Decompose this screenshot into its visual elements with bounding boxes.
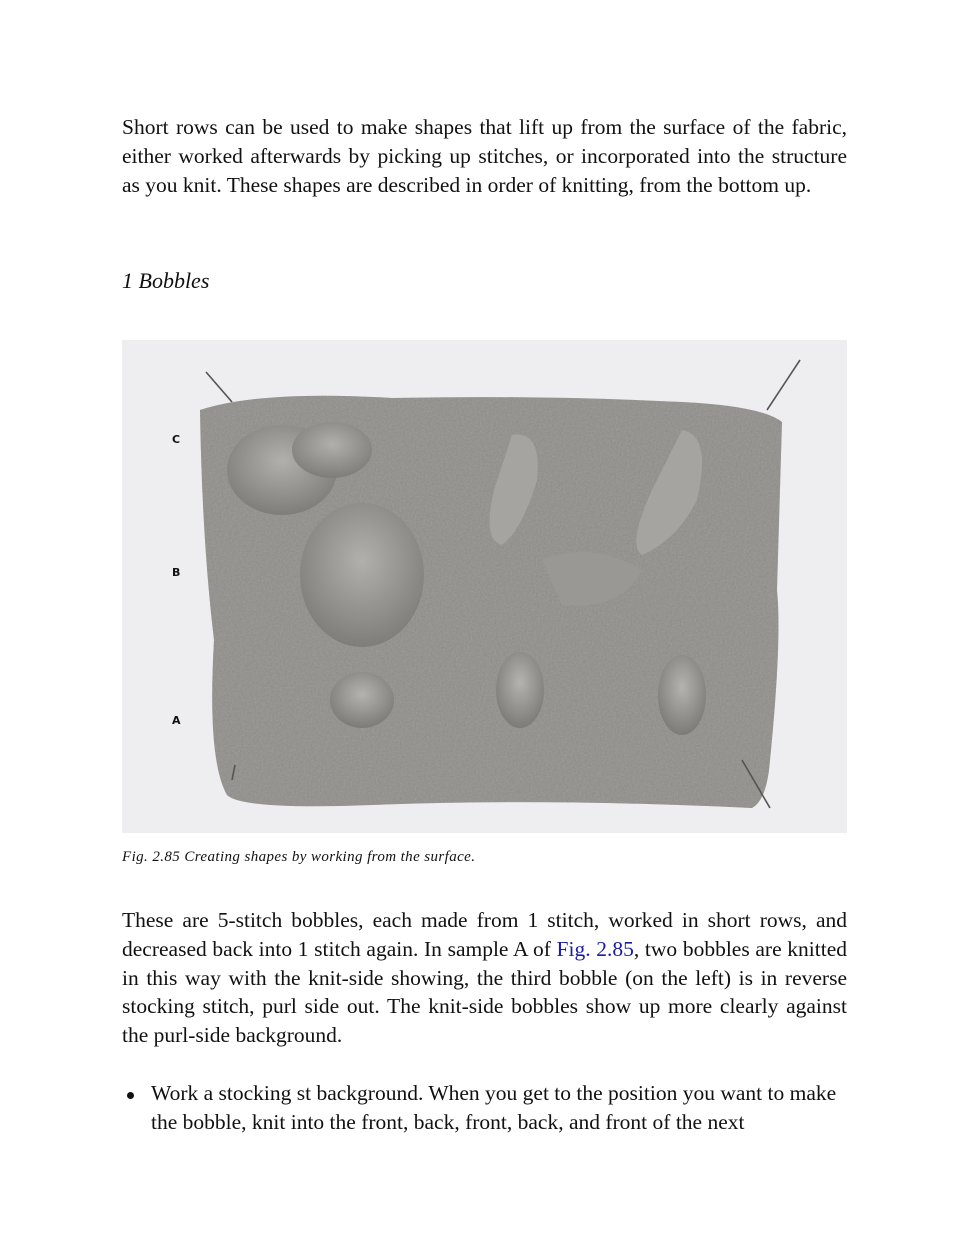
instruction-list (122, 1079, 847, 1137)
shape-c2 (292, 422, 372, 478)
row-label-b: B (172, 566, 181, 579)
bobble-a1 (330, 672, 394, 728)
shape-b1 (300, 503, 424, 647)
bobble-a2 (496, 652, 544, 728)
pin-top-left (206, 372, 232, 402)
section-heading: 1 Bobbles (122, 268, 210, 293)
row-label-c: C (172, 433, 181, 446)
bullet-icon (127, 1092, 134, 1099)
intro-paragraph: Short rows can be used to make shapes that lift up from the surface of the fabric, either worked afterwards by picking up stitches, or incorporated into the structure as you knit. These shapes are described in order of knitting, from the bottom up. (122, 115, 847, 197)
figure-caption: Fig. 2.85 Creating shapes by working from the surface. (122, 849, 476, 865)
figure-link[interactable]: Fig. 2.85 (556, 936, 634, 961)
knitted-swatch-illustration (122, 340, 847, 833)
list-item (122, 1079, 847, 1137)
bullet-text: Work a stocking st background. When you get to the position you want to make the bobble, knit into the front, back, front, back, and front of the next (151, 1081, 837, 1134)
knitted-sample-photo (122, 340, 847, 833)
body-text-before-link: These are 5-stitch bobbles, each made from 1 stitch, worked in short rows, and decreased back into 1 stitch again. In sample A of (122, 908, 847, 961)
bobble-a3 (658, 655, 706, 735)
body-text-after-link: , two bobbles are knitted in this way with the knit-side showing, the third bobble (on the left) is in reverse stocking stitch, purl side out. The knit-side bobbles show up more clearly against the purl-side background. (122, 936, 847, 1048)
body-paragraph (122, 906, 847, 1050)
pin-top-right (767, 360, 800, 410)
row-label-a: A (172, 714, 181, 727)
